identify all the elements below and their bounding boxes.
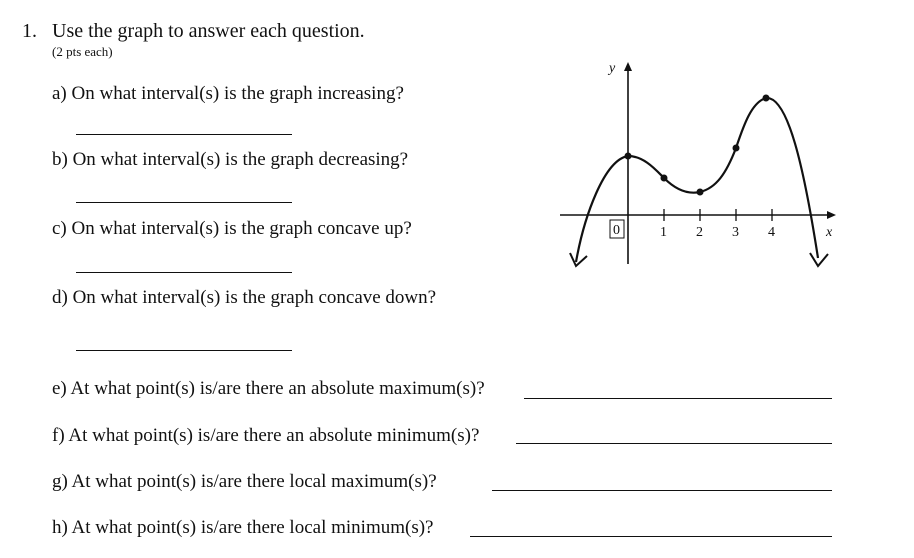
x-axis-label: x	[826, 225, 833, 240]
answer-line-b[interactable]	[76, 202, 292, 203]
y-axis-arrow	[624, 62, 632, 71]
answer-line-d[interactable]	[76, 350, 292, 351]
curve-point	[733, 145, 740, 152]
question-b: b) On what interval(s) is the graph decreasing?	[52, 149, 409, 170]
right-end-arrow	[810, 253, 828, 266]
function-graph	[560, 52, 850, 282]
question-c: c) On what interval(s) is the graph concave up?	[52, 218, 412, 239]
question-a: a) On what interval(s) is the graph increasing?	[52, 83, 404, 104]
curve-point	[763, 95, 770, 102]
x-tick-label: 0	[613, 223, 620, 238]
question-e: e) At what point(s) is/are there an absolute maximum(s)?	[52, 378, 485, 399]
question-f: f) At what point(s) is/are there an absolute minimum(s)?	[52, 425, 480, 446]
question-h: h) At what point(s) is/are there local minimum(s)?	[52, 517, 434, 538]
answer-line-g[interactable]	[492, 490, 832, 491]
curve-point	[625, 153, 632, 160]
y-axis-label: y	[609, 61, 616, 76]
x-tick-label: 2	[696, 225, 703, 240]
curve-point	[697, 189, 704, 196]
question-d: d) On what interval(s) is the graph concave down?	[52, 287, 437, 308]
points-note: (2 pts each)	[52, 44, 113, 59]
question-g: g) At what point(s) is/are there local maximum(s)?	[52, 471, 437, 492]
left-end-arrow	[570, 253, 587, 266]
x-tick-label: 1	[660, 225, 667, 240]
x-tick-label: 4	[768, 225, 775, 240]
answer-line-c[interactable]	[76, 272, 292, 273]
answer-line-e[interactable]	[524, 398, 832, 399]
curve-point	[661, 175, 668, 182]
question-title: Use the graph to answer each question.	[52, 20, 365, 42]
answer-line-h[interactable]	[470, 536, 832, 537]
answer-line-a[interactable]	[76, 134, 292, 135]
answer-line-f[interactable]	[516, 443, 832, 444]
question-number: 1.	[22, 20, 37, 42]
x-axis-arrow	[827, 211, 836, 219]
x-tick-label: 3	[732, 225, 739, 240]
